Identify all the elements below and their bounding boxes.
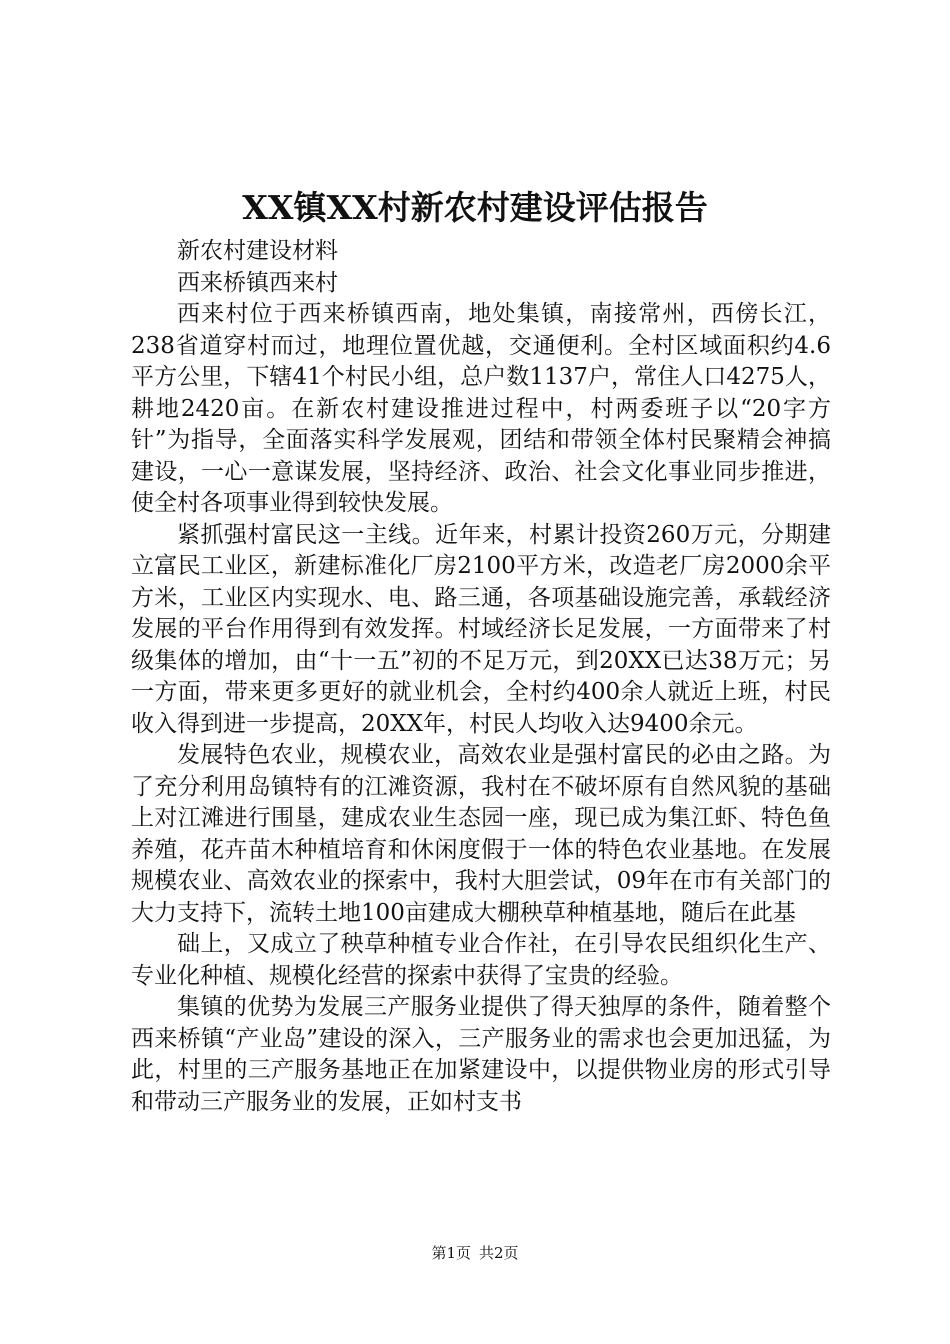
- paragraph-subtitle-village: 西来桥镇西来村: [177, 269, 338, 296]
- paragraph-agriculture: 发展特色农业，规模农业，高效农业是强村富民的必由之路。为了充分利用岛镇特有的江滩资源，我村在不破坏原有自然风貌的基础上对江滩进行围垦，建成农业生态园一座，现已成为集江虾、特色鱼养殖，花卉苗木种植培育和休闲度假于一体的特色农业基地。在发展规模农业、高效农业的探索中，我村大胆尝试，09年在市有关部门的大力支持下，流转土地100亩建成大棚秧草种植基地，随后在此基: [131, 742, 831, 926]
- paragraph-services: 集镇的优势为发展三产服务业提供了得天独厚的条件，随着整个西来桥镇“产业岛”建设的深入，三产服务业的需求也会更加迅猛，为此，村里的三产服务基地正在加紧建设中，以提供物业房的形式引导和带动三产服务业的发展，正如村支书: [131, 994, 831, 1115]
- paragraph-subtitle-material: 新农村建设材料: [177, 238, 338, 264]
- paragraph-cooperative: 础上，又成立了秧草种植专业合作社，在引导农民组织化生产、专业化种植、规模化经营的探索中获得了宝贵的经验。: [131, 931, 831, 989]
- page-number: 第1页: [431, 1244, 471, 1262]
- paragraph-overview: 西来村位于西来桥镇西南，地处集镇，南接常州，西傍长江，238省道穿村而过，地理位置优越，交通便利。全村区域面积约4.6平方公里，下辖41个村民小组，总户数1137户，常住人口4275人，耕地2420亩。在新农村建设推进过程中，村两委班子以“20字方针”为指导，全面落实科学发展观，团结和带领全体村民聚精会神搞建设，一心一意谋发展，坚持经济、政治、社会文化事业同步推进，使全村各项事业得到较快发展。: [131, 301, 831, 516]
- paragraph-industry: 紧抓强村富民这一主线。近年来，村累计投资260万元，分期建立富民工业区，新建标准化厂房2100平方米，改造老厂房2000余平方米，工业区内实现水、电、路三通，各项基础设施完善，承载经济发展的平台作用得到有效发挥。村域经济长足发展，一方面带来了村级集体的增加，由“十一五”初的不足万元，到20XX已达38万元；另一方面，带来更多更好的就业机会，全村约400余人就近上班，村民收入得到进一步提高，20XX年，村民人均收入达9400余元。: [131, 521, 831, 737]
- page-footer: [0, 1243, 950, 1263]
- page-total: 共2页: [479, 1244, 519, 1262]
- document-title: XX镇XX村新农村建设评估报告: [242, 188, 708, 227]
- document-body: [131, 236, 831, 1118]
